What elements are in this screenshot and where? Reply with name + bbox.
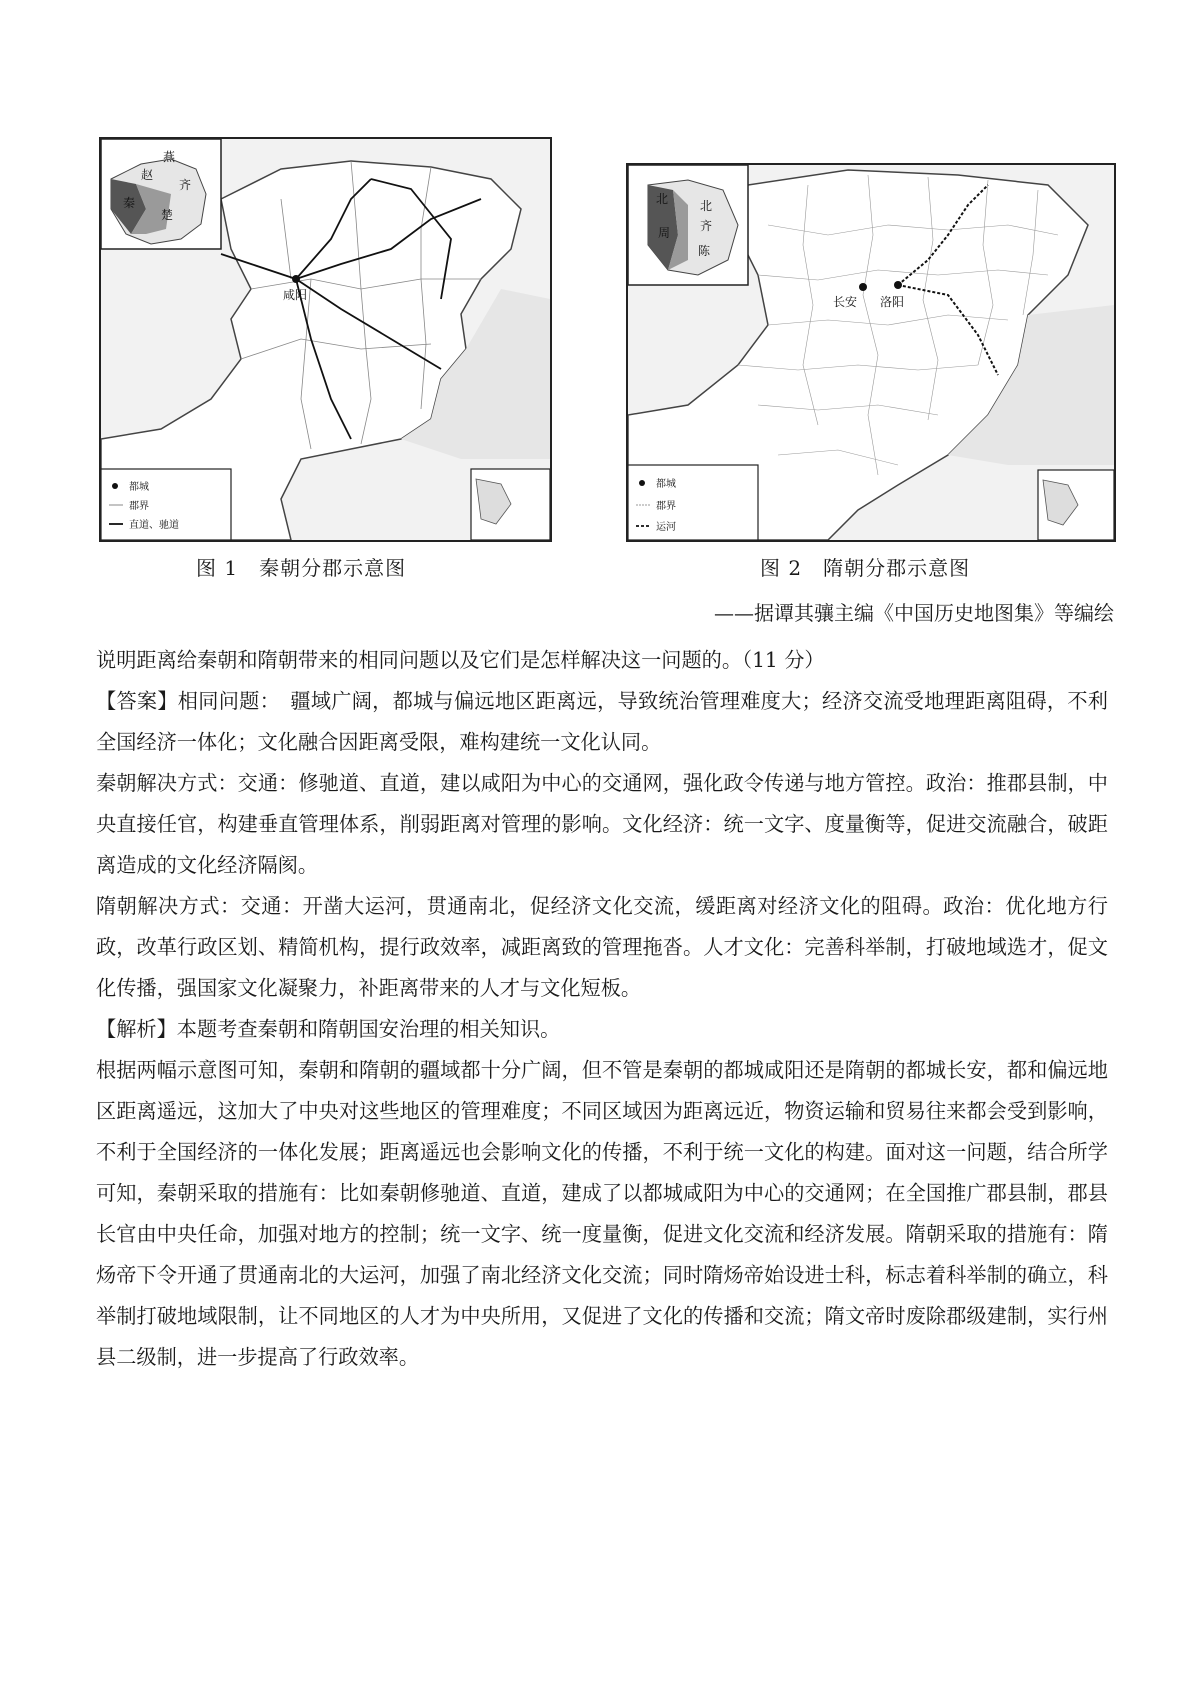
map-source: ——据谭其骧主编《中国历史地图集》等编绘 [714, 601, 1114, 625]
inset-label-zhao: 赵 [141, 168, 154, 182]
legend [628, 465, 758, 540]
sui-map-drawing [628, 165, 1114, 540]
qin-map-drawing [101, 139, 550, 540]
legend-capital: 都城 [129, 482, 149, 493]
answer-same-problem-text: 相同问题： 疆域广阔，都城与偏远地区距离远，导致统治管理难度大；经济交流受地理距离阻碍，不利全国经济一体化；文化融合因距离受限，难构建统一文化认同。 [96, 689, 1108, 754]
capital-label-luoyang: 洛阳 [880, 295, 905, 309]
inset-label-qin: 秦 [123, 196, 136, 210]
figure-1-caption: 图 1 秦朝分郡示意图 [196, 556, 407, 580]
analysis-intro [96, 1009, 1108, 1050]
inset-label-bei-2: 北 [700, 199, 713, 213]
legend-border: 郡界 [129, 501, 149, 512]
inset-label-yan: 燕 [163, 150, 176, 164]
analysis-tag: 【解析】 [96, 1017, 177, 1041]
legend-capital: 都城 [656, 479, 676, 490]
inset-label-zhou: 周 [658, 226, 671, 240]
answer-qin: 秦朝解决方式：交通：修驰道、直道，建以咸阳为中心的交通网，强化政令传递与地方管控。政治：推郡县制，中央直接任官，构建垂直管理体系，削弱距离对管理的影响。文化经济：统一文字、度量衡等，促进交流融合，破距离造成的文化经济隔阂。 [96, 771, 1108, 877]
inset-label-bei-1: 北 [656, 192, 669, 206]
figure-2-caption: 图 2 隋朝分郡示意图 [760, 556, 971, 580]
answer-sui: 隋朝解决方式：交通：开凿大运河，贯通南北，促经济文化交流，缓距离对经济文化的阻碍。政治：优化地方行政，改革行政区划、精简机构，提行政效率，减距离致的管理拖沓。人才文化：完善科举制，打破地域选才，促文化传播，强国家文化凝聚力，补距离带来的人才与文化短板。 [96, 894, 1108, 1000]
inset-label-qi: 齐 [179, 178, 192, 192]
analysis-body: 根据两幅示意图可知，秦朝和隋朝的疆域都十分广阔，但不管是秦朝的都城咸阳还是隋朝的都城长安，都和偏远地区距离遥远，这加大了中央对这些地区的管理难度；不同区域因为距离远近，物资运输和贸易往来都会受到影响，不利于全国经济的一体化发展；距离遥远也会影响文化的传播，不利于统一文化的构建。面对这一问题，结合所学可知，秦朝采取的措施有：比如秦朝修驰道、直道，建成了以都城咸阳为中心的交通网；在全国推广郡县制，郡县长官由中央任命，加强对地方的控制；统一文字、统一度量衡，促进文化交流和经济发展。隋朝采取的措施有：隋炀帝下令开通了贯通南北的大运河，加强了南北经济文化交流；同时隋炀帝始设进士科，标志着科举制的确立，科举制打破地域限制，让不同地区的人才为中央所用，又促进了文化的传播和交流；隋文帝时废除郡级建制，实行州县二级制，进一步提高了行政效率。 [96, 1058, 1108, 1369]
inset-label-chen: 陈 [698, 244, 711, 258]
capital-label: 咸阳 [283, 288, 308, 302]
answer-same-problem [96, 681, 1108, 763]
inset-label-qi: 齐 [700, 219, 713, 233]
inset-label-chu: 楚 [161, 208, 174, 222]
capital-dot [292, 275, 300, 283]
answer-body [96, 640, 1108, 1378]
legend-canal: 运河 [656, 522, 676, 533]
answer-tag: 【答案】 [96, 689, 178, 713]
analysis-intro-text: 本题考查秦朝和隋朝国安治理的相关知识。 [176, 1017, 561, 1041]
capital-label-changan: 长安 [833, 295, 858, 309]
legend-road: 直道、驰道 [129, 520, 179, 531]
question-text: 说明距离给秦朝和隋朝带来的相同问题以及它们是怎样解决这一问题的。（11 分） [96, 648, 825, 672]
legend-border: 郡界 [656, 501, 676, 512]
sui-map [626, 163, 1116, 542]
qin-map [99, 137, 552, 542]
